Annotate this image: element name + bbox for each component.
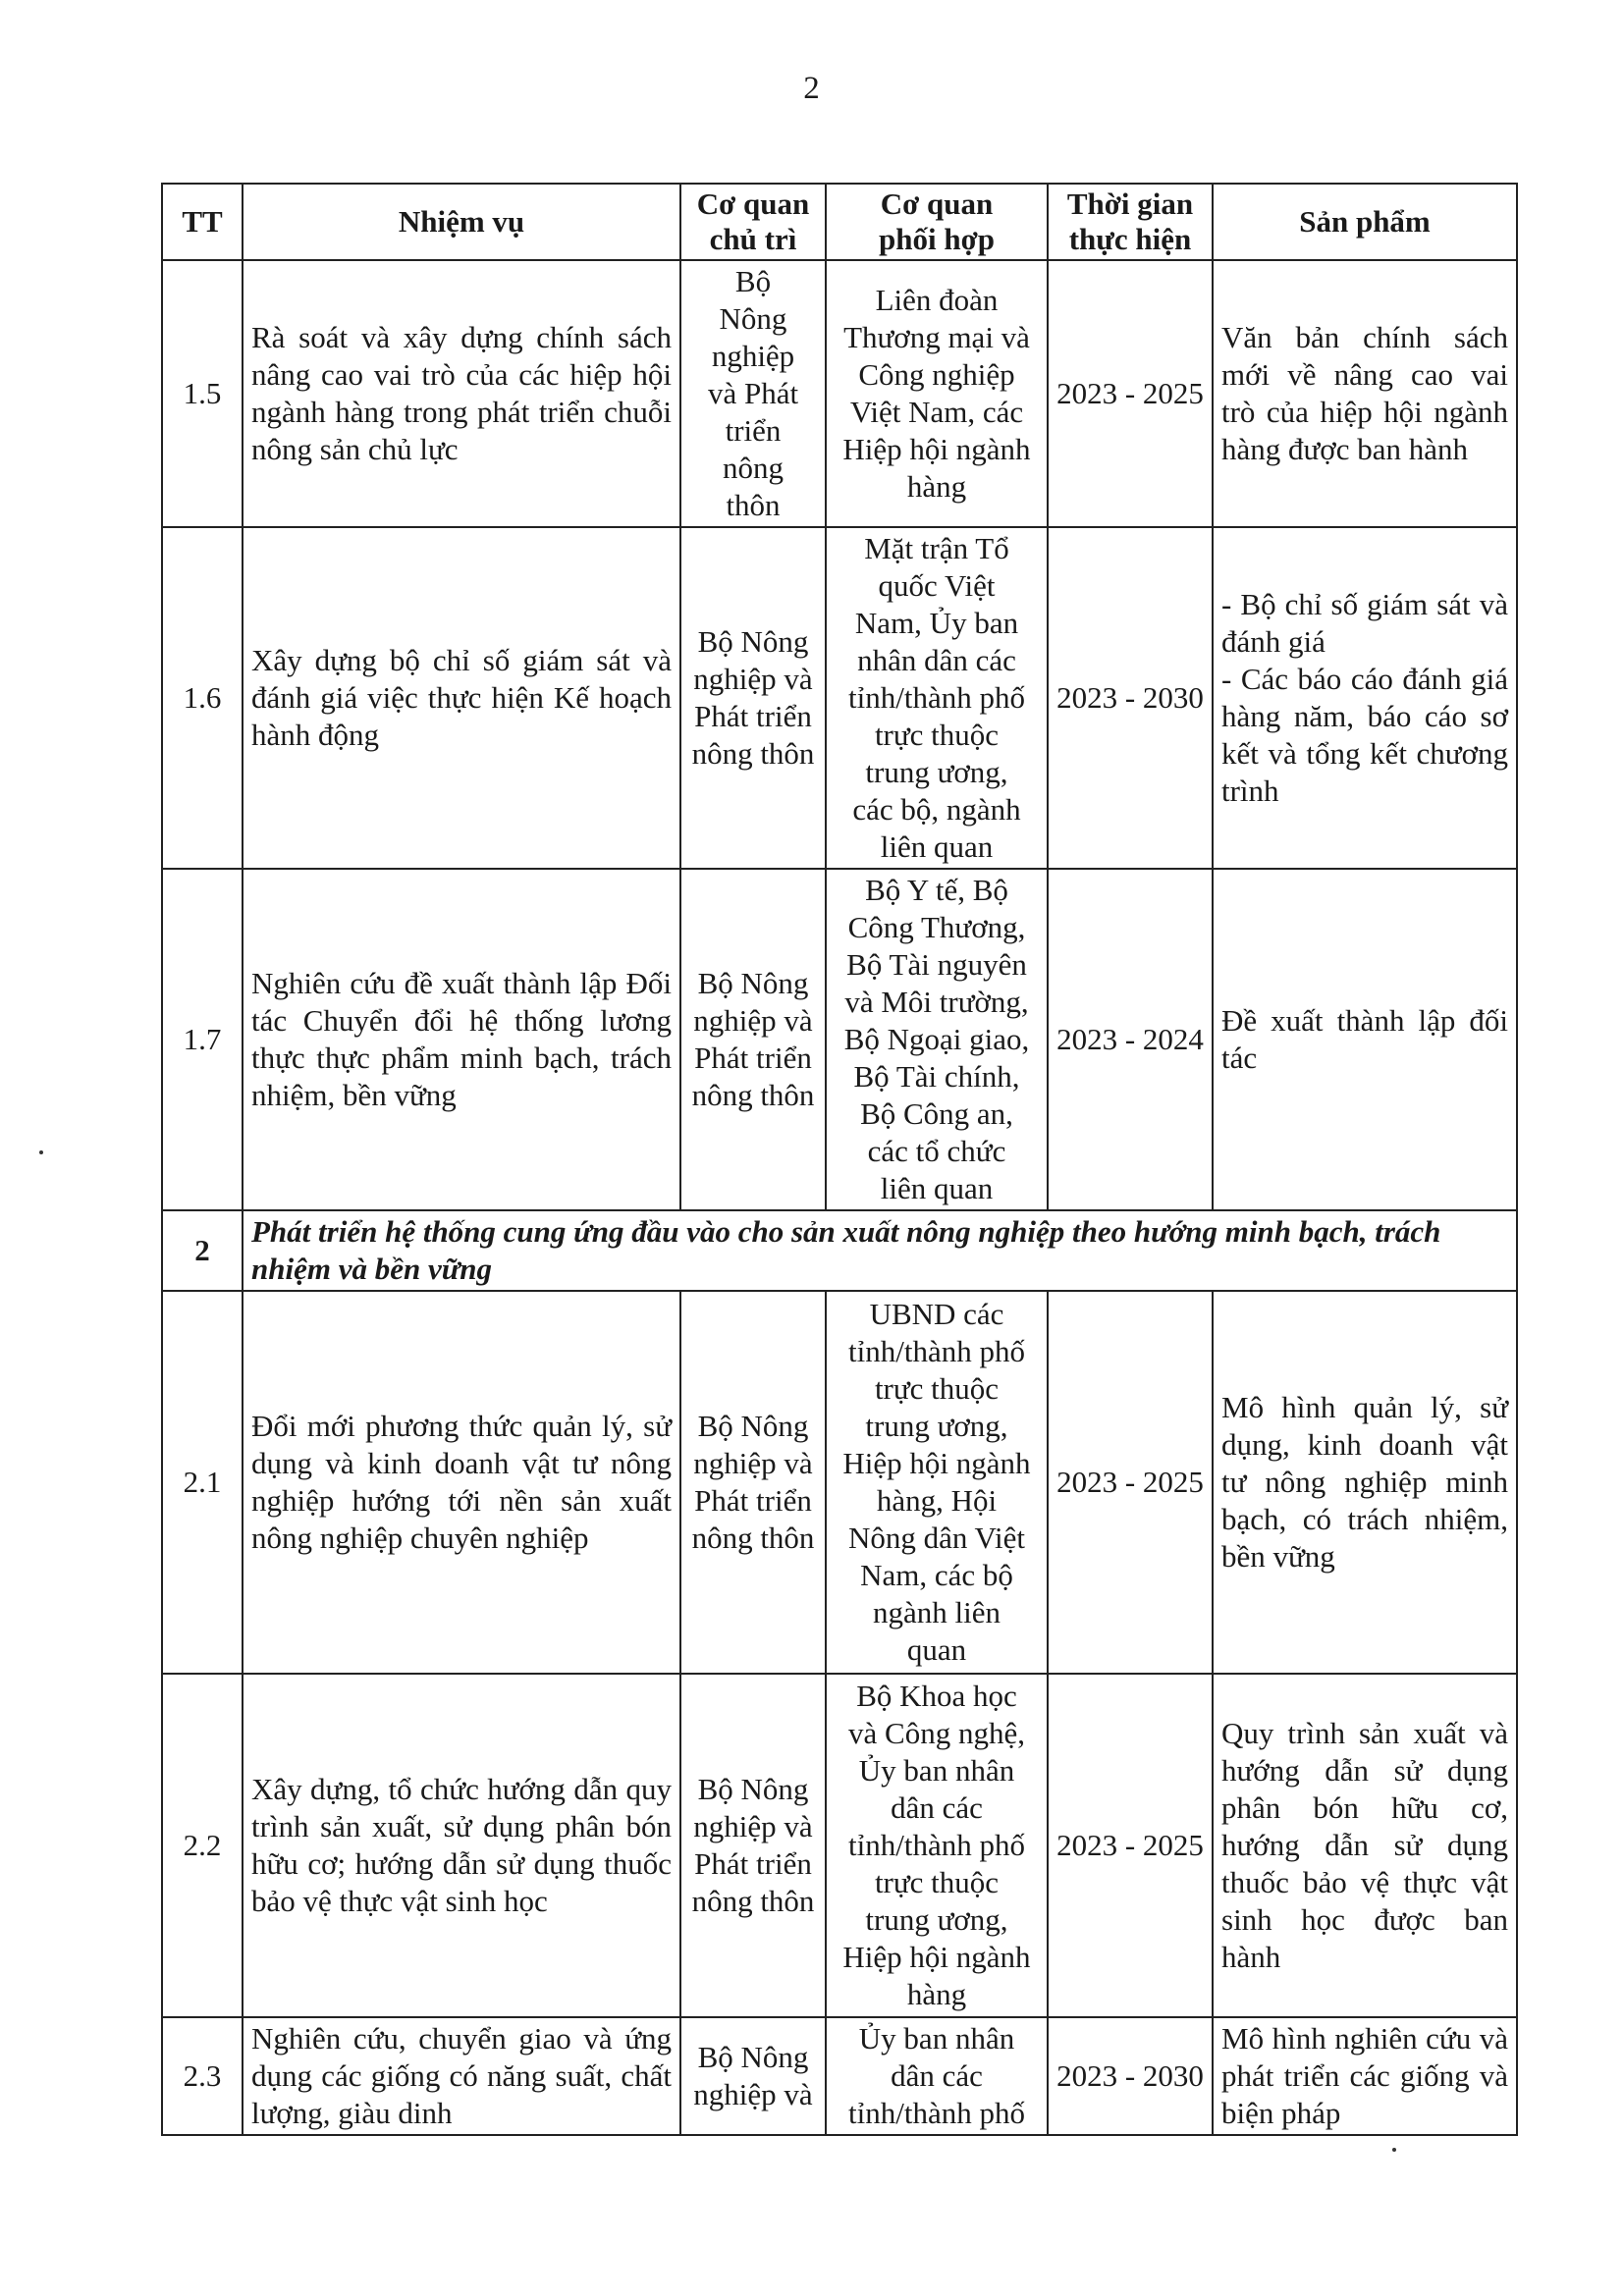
row-coordinating-agency: Liên đoàn Thương mại và Công nghiệp Việt Nam, các Hiệp hội ngành hàng	[826, 260, 1048, 527]
row-time: 2023 - 2030	[1048, 2017, 1213, 2135]
row-tt: 1.5	[162, 260, 243, 527]
header-product: Sản phẩm	[1213, 184, 1517, 260]
row-coordinating-agency: Ủy ban nhân dân các tỉnh/thành phố	[826, 2017, 1048, 2135]
row-product: - Bộ chỉ số giám sát và đánh giá - Các báo cáo đánh giá hàng năm, báo cáo sơ kết và tổng kết chương trình	[1213, 527, 1517, 869]
row-coordinating-agency: Mặt trận Tổ quốc Việt Nam, Ủy ban nhân dân các tỉnh/thành phố trực thuộc trung ương, các bộ, ngành liên quan	[826, 527, 1048, 869]
row-lead-agency: Bộ Nông nghiệp và Phát triển nông thôn	[680, 260, 826, 527]
row-tt: 2.2	[162, 1674, 243, 2017]
row-coordinating-agency: Bộ Y tế, Bộ Công Thương, Bộ Tài nguyên và Môi trường, Bộ Ngoại giao, Bộ Tài chính, Bộ Công an, các tổ chức liên quan	[826, 869, 1048, 1210]
row-task: Nghiên cứu, chuyển giao và ứng dụng các giống có năng suất, chất lượng, giàu dinh	[243, 2017, 680, 2135]
table-header-row	[162, 184, 1517, 260]
scan-speck	[39, 1150, 43, 1154]
scan-speck	[1392, 2148, 1396, 2152]
row-coordinating-agency: Bộ Khoa học và Công nghệ, Ủy ban nhân dân các tỉnh/thành phố trực thuộc trung ương, Hiệp hội ngành hàng	[826, 1674, 1048, 2017]
table-row	[162, 1291, 1517, 1674]
row-product: Đề xuất thành lập đối tác	[1213, 869, 1517, 1210]
row-tt: 1.6	[162, 527, 243, 869]
row-task: Rà soát và xây dựng chính sách nâng cao vai trò của các hiệp hội ngành hàng trong phát triển chuỗi nông sản chủ lực	[243, 260, 680, 527]
row-time: 2023 - 2025	[1048, 1674, 1213, 2017]
table-row	[162, 527, 1517, 869]
row-time: 2023 - 2025	[1048, 1291, 1213, 1674]
action-plan-table	[161, 183, 1518, 2136]
row-time: 2023 - 2024	[1048, 869, 1213, 1210]
row-task: Xây dựng, tổ chức hướng dẫn quy trình sản xuất, sử dụng phân bón hữu cơ; hướng dẫn sử dụng thuốc bảo vệ thực vật sinh học	[243, 1674, 680, 2017]
row-product: Văn bản chính sách mới về nâng cao vai trò của hiệp hội ngành hàng được ban hành	[1213, 260, 1517, 527]
header-task: Nhiệm vụ	[243, 184, 680, 260]
page-number: 2	[803, 71, 820, 106]
table-row	[162, 2017, 1517, 2135]
row-product: Quy trình sản xuất và hướng dẫn sử dụng phân bón hữu cơ, hướng dẫn sử dụng thuốc bảo vệ thực vật sinh học được ban hành	[1213, 1674, 1517, 2017]
row-task: Nghiên cứu đề xuất thành lập Đối tác Chuyển đổi hệ thống lương thực thực phẩm minh bạch, trách nhiệm, bền vững	[243, 869, 680, 1210]
row-tt: 2.3	[162, 2017, 243, 2135]
row-product: Mô hình quản lý, sử dụng, kinh doanh vật tư nông nghiệp minh bạch, có trách nhiệm, bền vững	[1213, 1291, 1517, 1674]
row-product: Mô hình nghiên cứu và phát triển các giống và biện pháp	[1213, 2017, 1517, 2135]
header-time: Thời gian thực hiện	[1048, 184, 1213, 260]
row-lead-agency: Bộ Nông nghiệp và Phát triển nông thôn	[680, 1674, 826, 2017]
header-tt: TT	[162, 184, 243, 260]
row-coordinating-agency: UBND các tỉnh/thành phố trực thuộc trung ương, Hiệp hội ngành hàng, Hội Nông dân Việt Nam, các bộ ngành liên quan	[826, 1291, 1048, 1674]
row-lead-agency: Bộ Nông nghiệp và Phát triển nông thôn	[680, 869, 826, 1210]
row-tt: 1.7	[162, 869, 243, 1210]
row-time: 2023 - 2025	[1048, 260, 1213, 527]
row-time: 2023 - 2030	[1048, 527, 1213, 869]
row-lead-agency: Bộ Nông nghiệp và	[680, 2017, 826, 2135]
row-lead-agency: Bộ Nông nghiệp và Phát triển nông thôn	[680, 1291, 826, 1674]
row-lead-agency: Bộ Nông nghiệp và Phát triển nông thôn	[680, 527, 826, 869]
section-row	[162, 1210, 1517, 1291]
table-row	[162, 260, 1517, 527]
row-tt: 2.1	[162, 1291, 243, 1674]
header-lead-agency: Cơ quan chủ trì	[680, 184, 826, 260]
row-task: Xây dựng bộ chỉ số giám sát và đánh giá việc thực hiện Kế hoạch hành động	[243, 527, 680, 869]
section-tt: 2	[162, 1210, 243, 1291]
section-title: Phát triển hệ thống cung ứng đầu vào cho sản xuất nông nghiệp theo hướng minh bạch, trách nhiệm và bền vững	[243, 1210, 1517, 1291]
header-coordinating-agency: Cơ quan phối hợp	[826, 184, 1048, 260]
table-row	[162, 869, 1517, 1210]
table-row	[162, 1674, 1517, 2017]
row-task: Đổi mới phương thức quản lý, sử dụng và kinh doanh vật tư nông nghiệp hướng tới nền sản xuất nông nghiệp chuyên nghiệp	[243, 1291, 680, 1674]
